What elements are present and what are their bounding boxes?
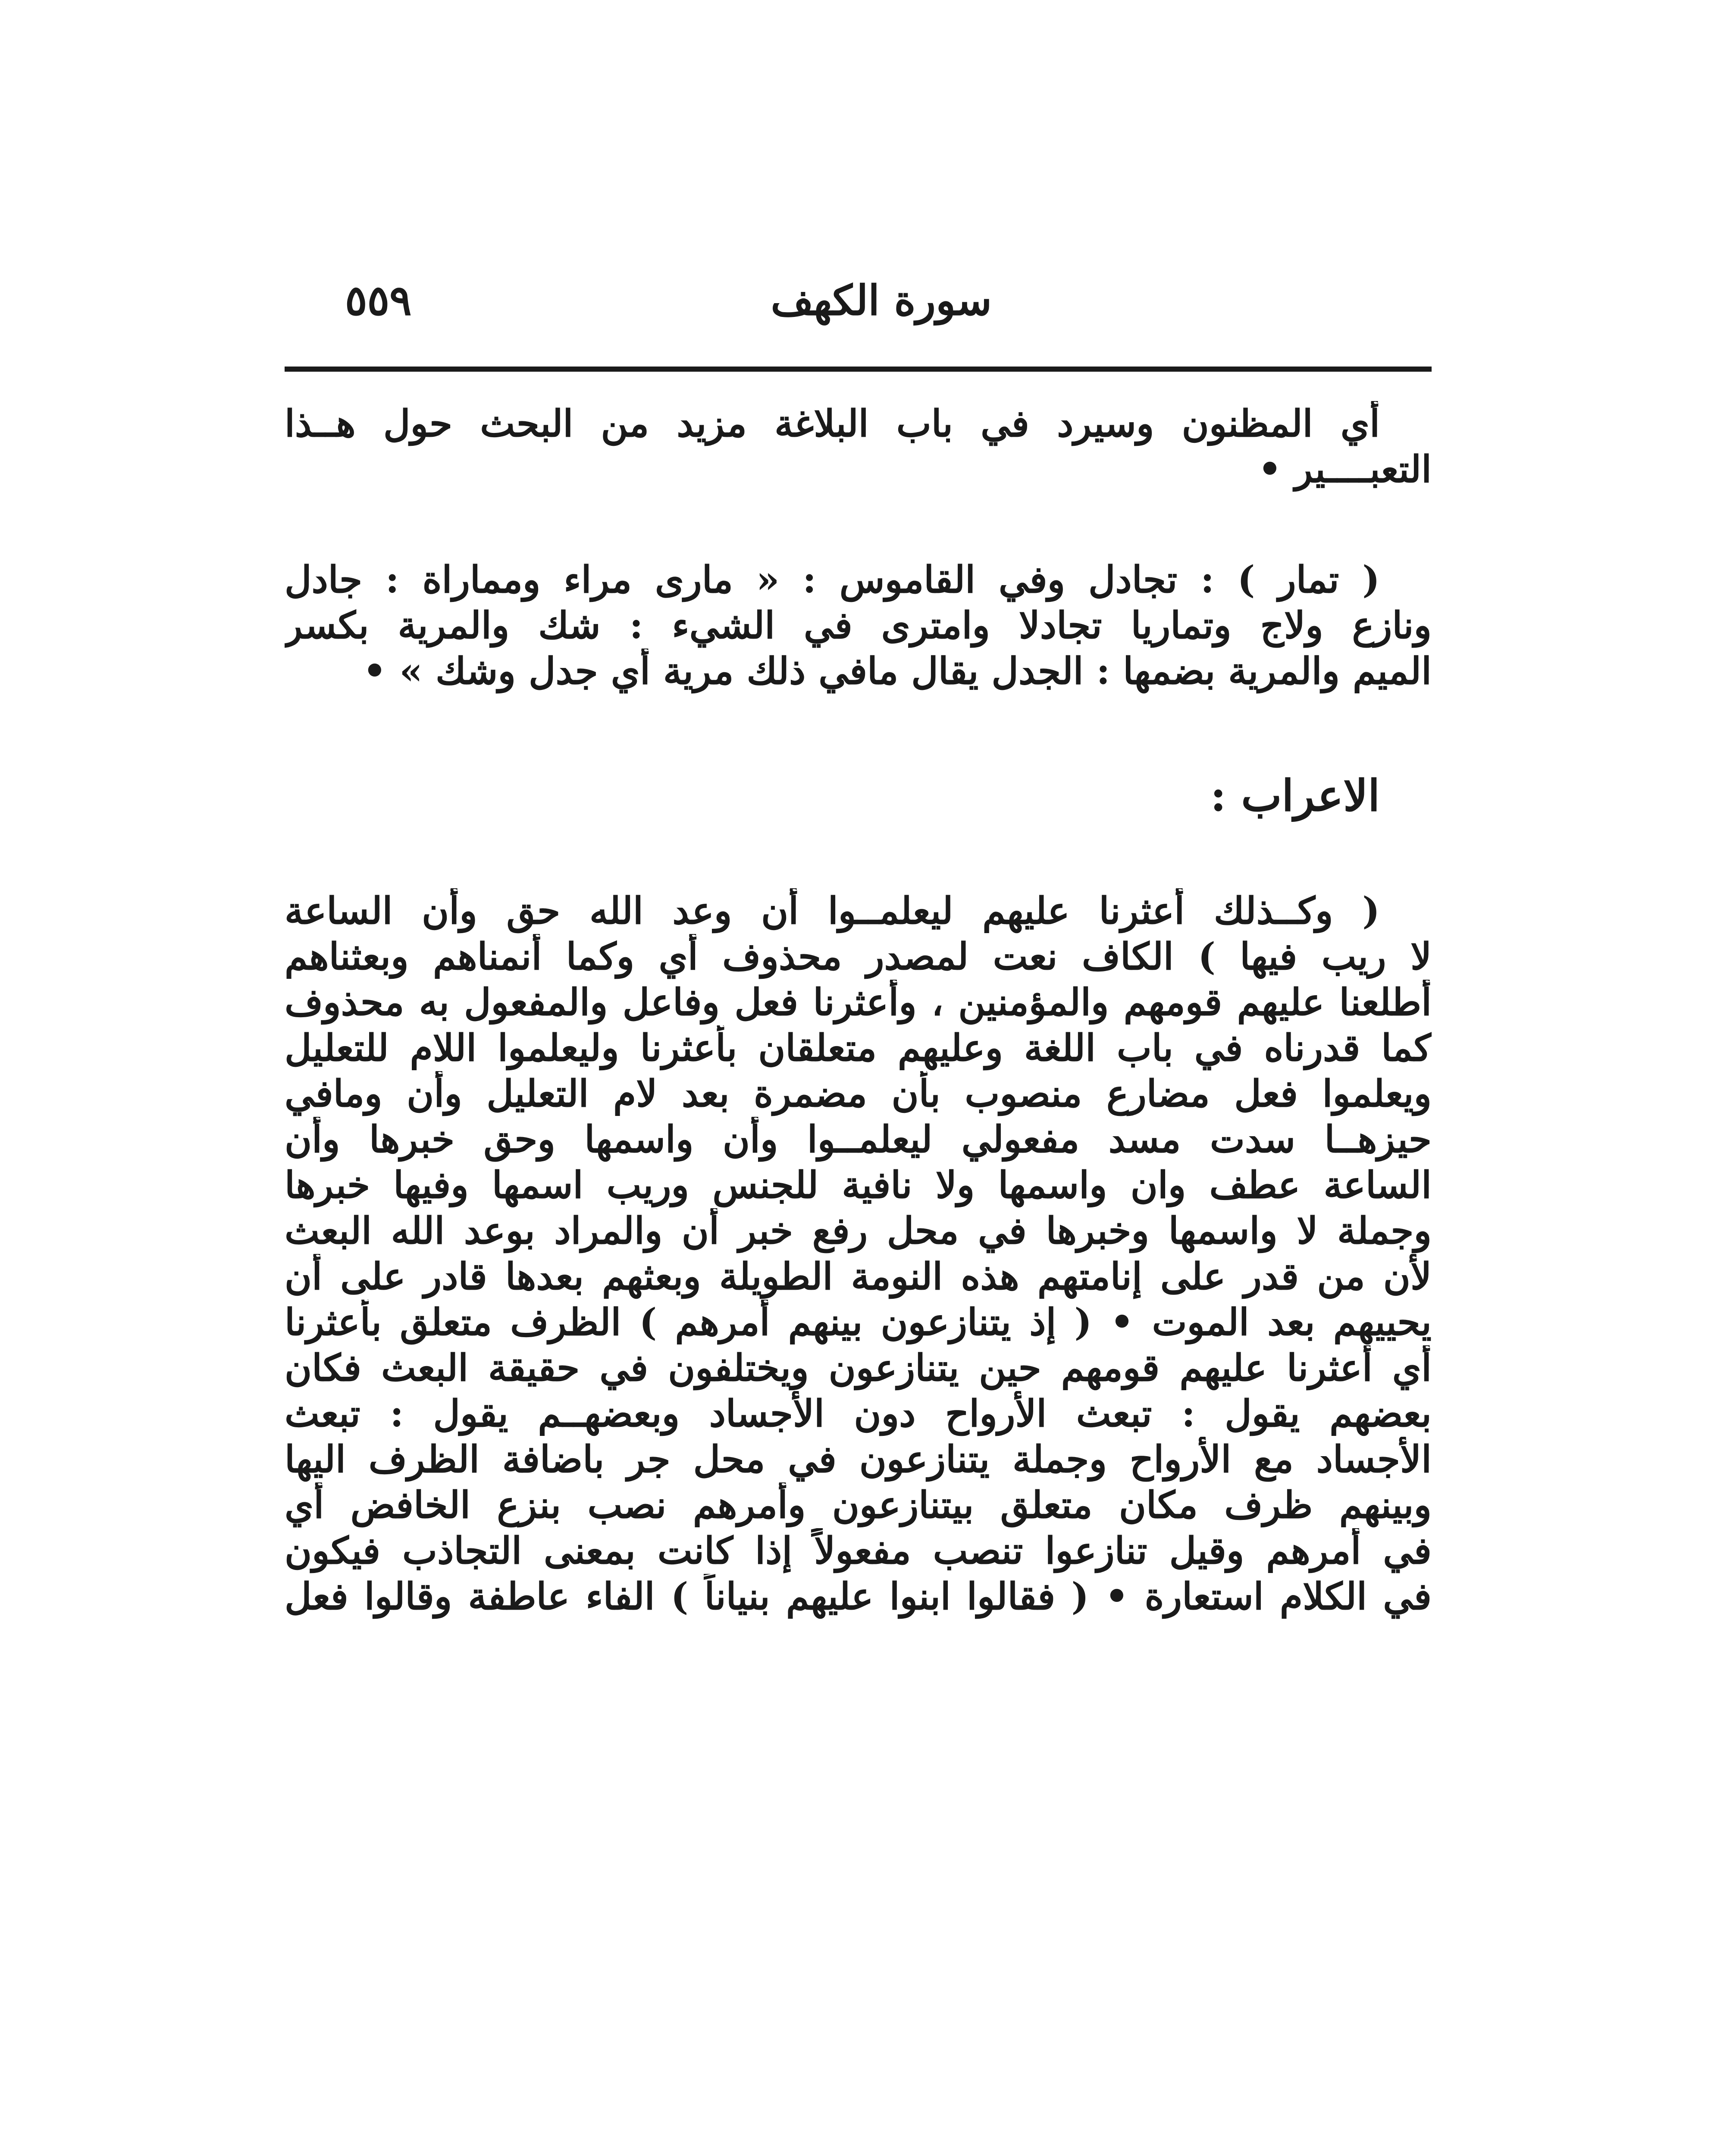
text-line: ويعلموا فعل مضارع منصوب بأن مضمرة بعد لام التعليل وأن ومافي (285, 1072, 1432, 1116)
text-line: ونازع ولاج وتماريا تجادلا وامترى في الشيء : شك والمرية بكسر (285, 604, 1432, 647)
text-line: كما قدرناه في باب اللغة وعليهم متعلقان بأعثرنا وليعلموا اللام للتعليل (285, 1026, 1432, 1070)
text-line: في الكلام استعارة • ( فقالوا ابنوا عليهم بنياناً ) الفاء عاطفة وقالوا فعل (285, 1575, 1432, 1618)
paragraph-irab (285, 888, 1432, 1620)
page-body (285, 401, 1432, 1620)
text-line: أطلعنا عليهم قومهم والمؤمنين ، وأعثرنا فعل وفاعل والمفعول به محذوف (285, 981, 1432, 1024)
paragraph-usage-note (285, 401, 1432, 492)
text-line: بعضهم يقول : تبعث الأرواح دون الأجساد وبعضهــم يقول : تبعث (285, 1392, 1432, 1435)
text-line: في أمرهم وقيل تنازعوا تنصب مفعولاً إذا كانت بمعنى التجاذب فيكون (285, 1529, 1432, 1573)
text-line: لأن من قدر على إنامتهم هذه النومة الطويلة وبعثهم بعدها قادر على أن (285, 1255, 1432, 1298)
paragraph-tamar-definition (285, 557, 1432, 694)
section-heading: الاعراب : (1210, 770, 1380, 821)
running-title: سورة الكهف (771, 276, 992, 325)
text-line: ( تمار ) : تجادل وفي القاموس : « مارى مراء ومماراة : جادل (285, 558, 1380, 602)
text-line: وجملة لا واسمها وخبرها في محل رفع خبر أن والمراد بوعد الله البعث (285, 1209, 1432, 1253)
text-line: الأجساد مع الأرواح وجملة يتنازعون في محل جر باضافة الظرف اليها (285, 1438, 1432, 1481)
page-header (285, 276, 1432, 341)
text-line: حيزهــا سدت مسد مفعولي ليعلمــوا وأن واسمها وحق خبرها وأن (285, 1118, 1432, 1161)
text-line: ( وكــذلك أعثرنا عليهم ليعلمــوا أن وعد الله حق وأن الساعة (285, 889, 1380, 933)
text-line: لا ريب فيها ) الكاف نعت لمصدر محذوف أي وكما أنمناهم وبعثناهم (285, 935, 1432, 978)
text-line: أي المظنون وسيرد في باب البلاغة مزيد من البحث حول هــذا (285, 402, 1380, 445)
text-line: التعبــــير • (1258, 448, 1432, 491)
page-number: ٥٥٩ (345, 276, 412, 325)
text-line: أي أعثرنا عليهم قومهم حين يتنازعون ويختلفون في حقيقة البعث فكان (285, 1346, 1432, 1390)
text-line: الميم والمرية بضمها : الجدل يقال مافي ذلك مرية أي جدل وشك » • (363, 649, 1432, 693)
text-line: الساعة عطف وان واسمها ولا نافية للجنس وريب اسمها وفيها خبرها (285, 1163, 1432, 1207)
text-line: وبينهم ظرف مكان متعلق بيتنازعون وأمرهم نصب بنزع الخافض أي (285, 1483, 1432, 1527)
header-rule (285, 367, 1432, 372)
text-line: يحييهم بعد الموت • ( إذ يتنازعون بينهم أمرهم ) الظرف متعلق بأعثرنا (285, 1300, 1432, 1344)
